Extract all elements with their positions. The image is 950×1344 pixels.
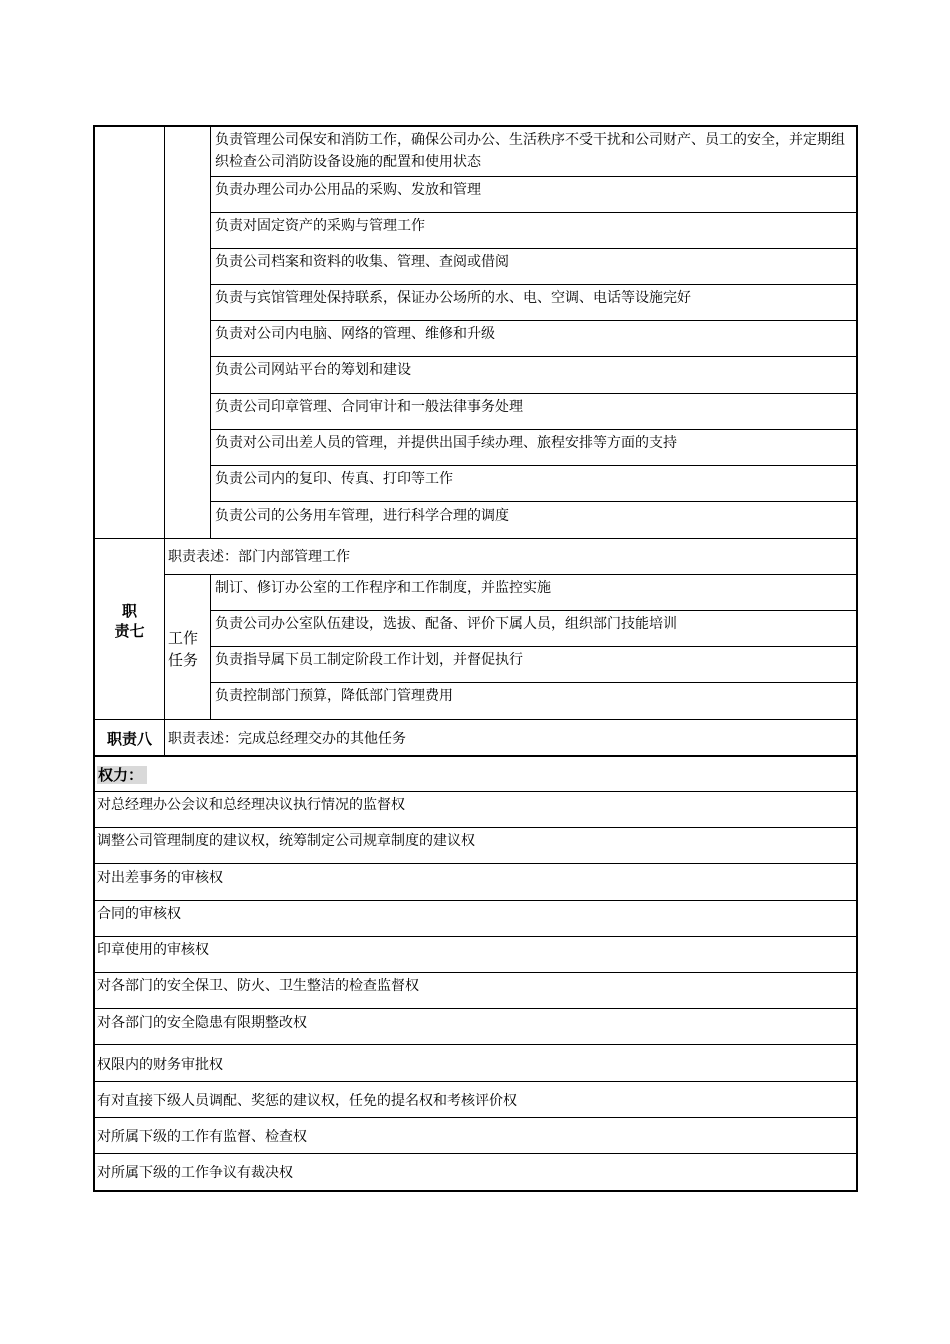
task-text: 负责公司档案和资料的收集、管理、查阅或借阅 (215, 254, 509, 270)
task-text: 制订、修订办公室的工作程序和工作制度，并监控实施 (215, 580, 551, 596)
task-row (215, 179, 855, 201)
duty7-label: 职 责七 (114, 602, 145, 640)
task-row (215, 215, 855, 237)
power-item: 对总经理办公会议和总经理决议执行情况的监督权 (97, 797, 405, 813)
task-row (215, 251, 855, 273)
duty7-statement: 职责表述：部门内部管理工作 (168, 549, 350, 565)
power-item: 对出差事务的审核权 (97, 870, 223, 886)
powers-heading: 权力： (97, 766, 147, 784)
task-text: 负责管理公司保安和消防工作，确保公司办公、生活秩序不受干扰和公司财产、员工的安全，并定期组织检查公司消防设备设施的配置和使用状态 (215, 132, 845, 170)
responsibilities-table (93, 125, 858, 1192)
task-row (215, 359, 855, 381)
task-text: 负责对固定资产的采购与管理工作 (215, 218, 425, 234)
power-item: 印章使用的审核权 (97, 942, 209, 958)
task-row (215, 396, 855, 418)
power-item: 对各部门的安全保卫、防火、卫生整洁的检查监督权 (97, 978, 419, 994)
task-row (215, 577, 855, 599)
duty8-statement: 职责表述：完成总经理交办的其他任务 (168, 731, 406, 747)
task-text: 负责对公司出差人员的管理，并提供出国手续办理、旅程安排等方面的支持 (215, 435, 677, 451)
task-row (215, 468, 855, 490)
task-text: 负责对公司内电脑、网络的管理、维修和升级 (215, 326, 495, 342)
task-row (215, 649, 855, 671)
task-row (215, 129, 855, 173)
task-row (215, 323, 855, 345)
task-row (215, 287, 855, 309)
task-text: 负责与宾馆管理处保持联系，保证办公场所的水、电、空调、电话等设施完好 (215, 290, 691, 306)
task-text: 负责办理公司办公用品的采购、发放和管理 (215, 182, 481, 198)
work-task-label: 工作 任务 (168, 629, 199, 669)
task-text: 负责公司内的复印、传真、打印等工作 (215, 471, 453, 487)
power-item: 对所属下级的工作有监督、检查权 (97, 1129, 307, 1145)
duty8-label: 职责八 (106, 730, 152, 748)
power-item: 对各部门的安全隐患有限期整改权 (97, 1015, 307, 1031)
task-text: 负责指导属下员工制定阶段工作计划，并督促执行 (215, 652, 523, 668)
task-row (215, 432, 855, 454)
task-text: 负责公司办公室队伍建设，选拔、配备、评价下属人员，组织部门技能培训 (215, 616, 677, 632)
task-row (215, 685, 855, 707)
power-item: 有对直接下级人员调配、奖惩的建议权，任免的提名权和考核评价权 (97, 1093, 517, 1109)
task-text: 负责公司印章管理、合同审计和一般法律事务处理 (215, 399, 523, 415)
task-text: 负责控制部门预算，降低部门管理费用 (215, 688, 453, 704)
task-row (215, 613, 855, 635)
task-text: 负责公司网站平台的筹划和建设 (215, 362, 411, 378)
task-text: 负责公司的公务用车管理，进行科学合理的调度 (215, 508, 509, 524)
col-divider-2 (210, 127, 211, 538)
power-item: 调整公司管理制度的建议权，统筹制定公司规章制度的建议权 (97, 833, 475, 849)
power-item: 合同的审核权 (97, 906, 181, 922)
task-row (215, 505, 855, 527)
col-divider-1 (164, 127, 165, 755)
power-item: 权限内的财务审批权 (97, 1057, 223, 1073)
power-item: 对所属下级的工作争议有裁决权 (97, 1165, 293, 1181)
